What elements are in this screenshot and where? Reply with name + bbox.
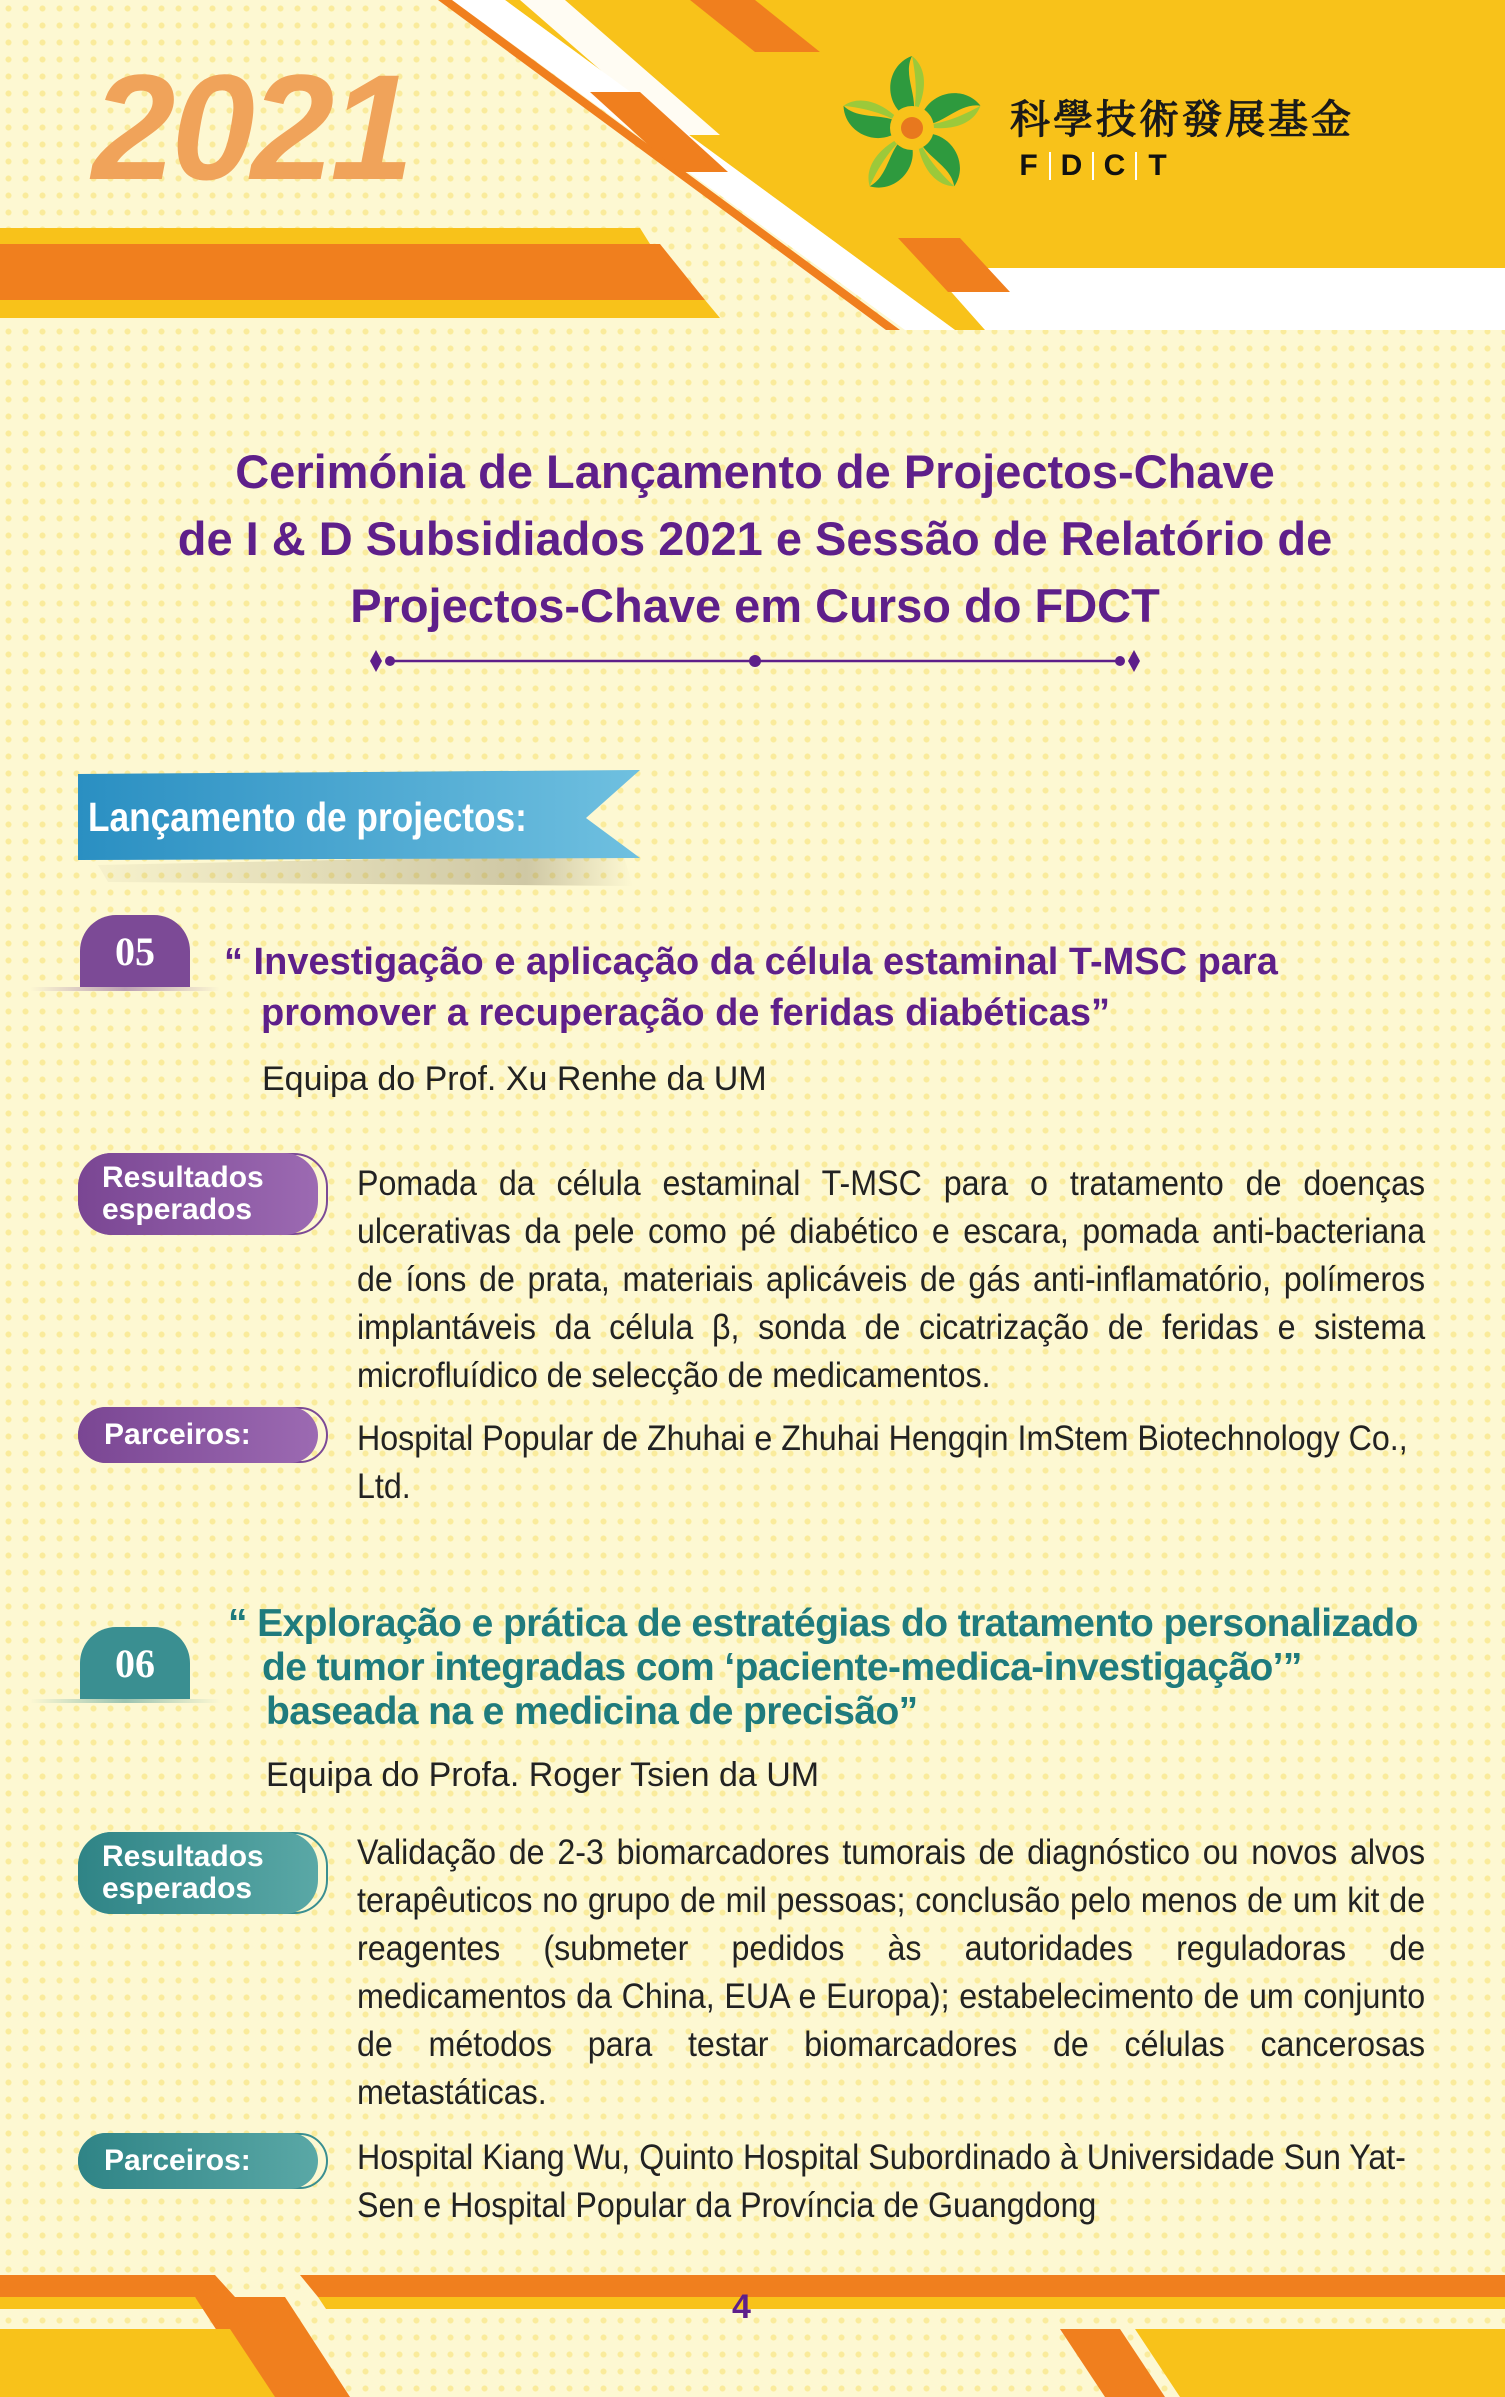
project-title-line: promover a recuperação de feridas diabéticas” [261, 992, 1111, 1034]
logo-letter-d: D [1060, 149, 1083, 182]
partners-text: Hospital Kiang Wu, Quinto Hospital Subordinado à Universidade Sun Yat-Sen e Hospital Popular da Província de Guangdong [357, 2138, 1406, 2225]
project-title-line: baseada na e medicina de precisão” [266, 1690, 918, 1733]
project-number-badge: 06 [80, 1627, 190, 1699]
logo-letter-f: F [1019, 149, 1038, 182]
partners-badge [78, 1407, 318, 1463]
results-badge-line-2: esperados [102, 1872, 253, 1905]
project-number-badge: 05 [80, 915, 190, 987]
badge-underline [30, 987, 220, 991]
logo-acronym [1008, 150, 1178, 182]
results-badge [78, 1153, 318, 1235]
title-divider [360, 643, 1150, 679]
project-title-line: “ Exploração e prática de estratégias do tratamento personalizado [228, 1602, 1418, 1645]
section-label: Lançamento de projectos: [88, 794, 527, 840]
year-label: 2021 [92, 43, 410, 211]
title-line-3: Projectos-Chave em Curso do FDCT [350, 579, 1160, 632]
footer-banner [0, 2275, 1505, 2397]
project-team: Equipa do Prof. Xu Renhe da UM [262, 1060, 767, 1098]
results-text: Validação de 2-3 biomarcadores tumorais de diagnóstico ou novos alvos terapêuticos no grupo de mil pessoas; conclusão pelo menos de um kit de reagentes (submeter pedidos às autoridades reguladoras de medicamentos da China, EUA e Europa); estabelecimento de um conjunto de métodos para testar biomarcadores de células cancerosas metastáticas. [357, 1833, 1426, 2112]
partners-badge-label: Parceiros: [104, 2144, 251, 2177]
partners-badge [78, 2133, 318, 2189]
partners-badge-label: Parceiros: [104, 1418, 251, 1451]
project-title-line: de tumor integradas com ‘paciente-medica-investigação’” [262, 1646, 1302, 1689]
logo-letter-c: C [1103, 149, 1126, 182]
logo-chinese-name: 科學技術發展基金 [1010, 98, 1354, 142]
partners-text: Hospital Popular de Zhuhai e Zhuhai Hengqin ImStem Biotechnology Co., Ltd. [357, 1419, 1408, 1506]
page-number: 4 [732, 2288, 751, 2326]
title-line-1: Cerimónia de Lançamento de Projectos-Chave [235, 445, 1275, 498]
badge-underline [30, 1699, 220, 1703]
fdct-logo-icon [832, 48, 992, 208]
page-title [90, 438, 1420, 639]
results-text: Pomada da célula estaminal T-MSC para o tratamento de doenças ulcerativas da pele como pé diabético e escara, pomada anti-bacteriana de íons de prata, materiais aplicáveis de gás anti-inflamatório, polímeros implantáveis da célula β, sonda de cicatrização de feridas e sistema microfluídico de selecção de medicamentos. [357, 1164, 1426, 1395]
results-badge-line-1: Resultados [102, 1161, 264, 1194]
results-badge [78, 1832, 318, 1914]
results-badge-line-1: Resultados [102, 1840, 264, 1873]
results-badge-line-2: esperados [102, 1193, 253, 1226]
project-team: Equipa do Profa. Roger Tsien da UM [266, 1756, 820, 1794]
title-line-2: de I & D Subsidiados 2021 e Sessão de Relatório de [177, 512, 1333, 565]
logo-letter-t: T [1148, 149, 1167, 182]
project-title-line: “ Investigação e aplicação da célula estaminal T-MSC para [224, 941, 1278, 983]
